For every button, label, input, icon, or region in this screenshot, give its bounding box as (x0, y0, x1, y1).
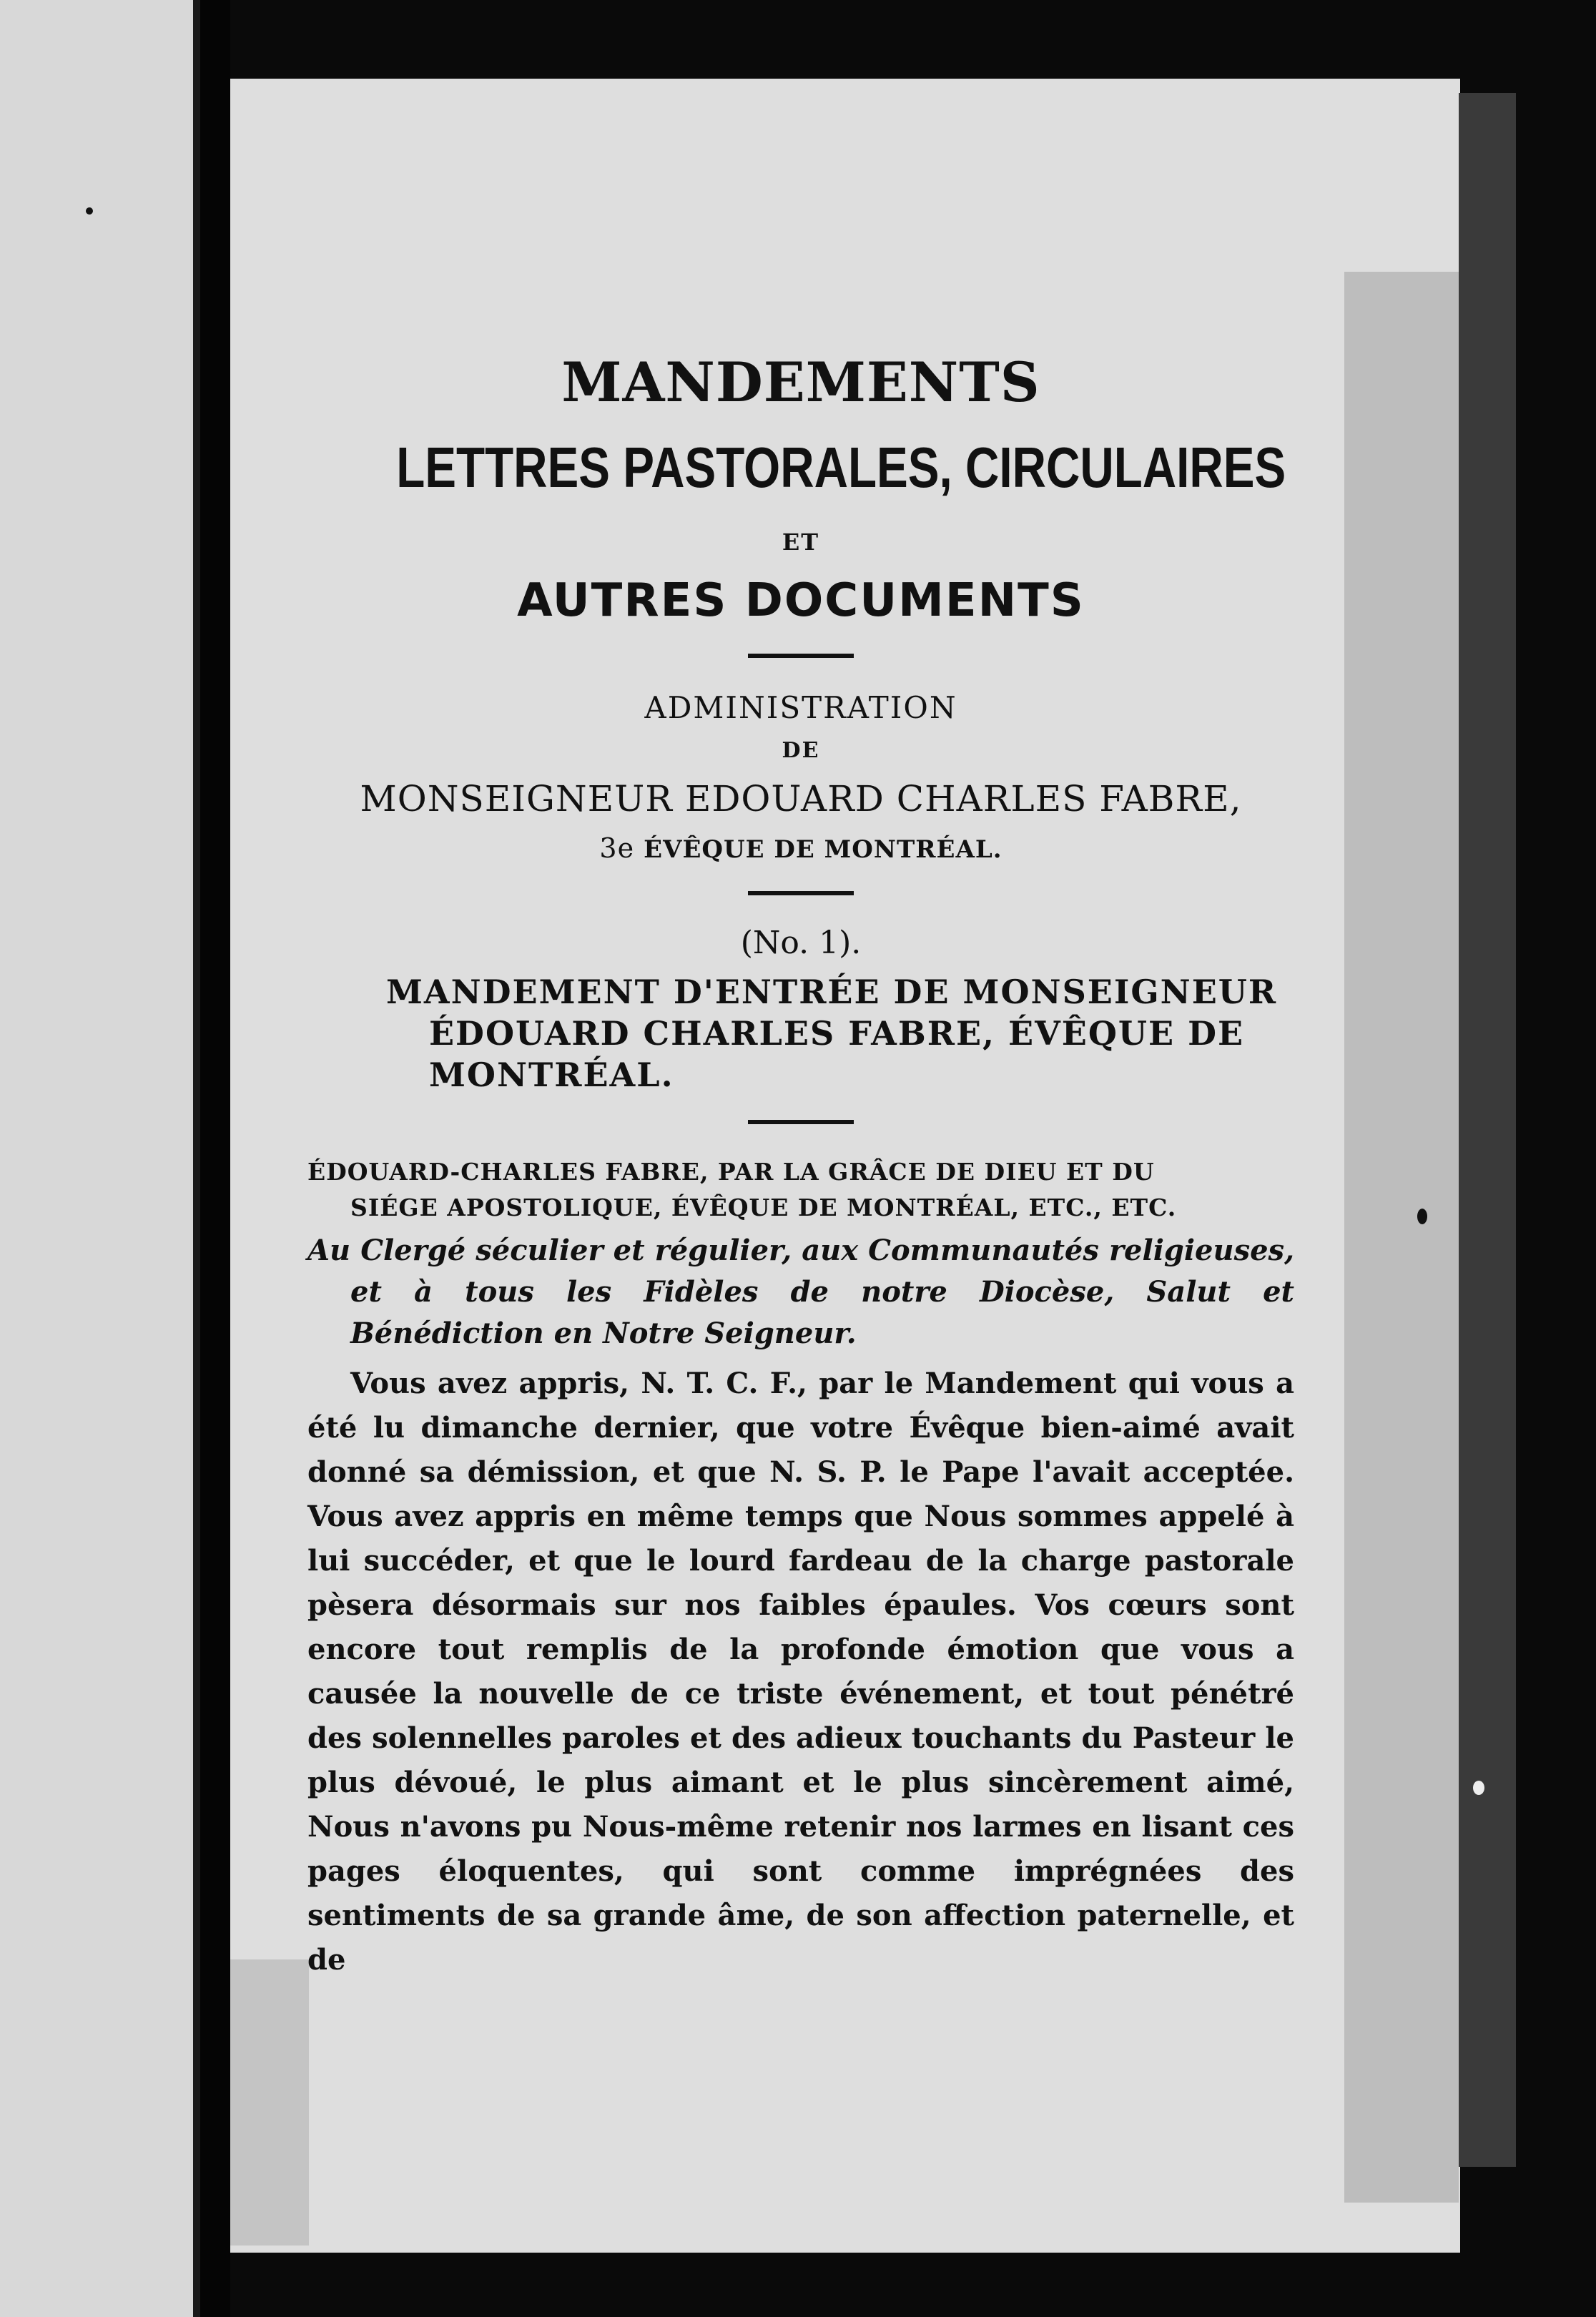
salutation: Au Clergé séculier et régulier, aux Communautés religieuses, et à tous les Fidèles de notre Diocèse, Salut et Bénédiction en Notre Seigneur. (307, 1234, 1294, 1350)
title-lettres-pastorales: LETTRES PASTORALES, CIRCULAIRES (396, 436, 1286, 499)
page-shadow-bottom (230, 1959, 309, 2245)
address-line-2: SIÉGE APOSTOLIQUE, ÉVÊQUE DE MONTRÉAL, ETC., ETC. (350, 1194, 1177, 1221)
bishop-name: MONSEIGNEUR EDOUARD CHARLES FABRE, (360, 778, 1242, 820)
document-content (307, 308, 1294, 1982)
mandement-line-1: MANDEMENT D'ENTRÉE DE MONSEIGNEUR (386, 973, 1278, 1011)
title-et: ET (782, 528, 820, 556)
divider-rule (748, 1120, 854, 1124)
right-page-edge (1459, 93, 1516, 2167)
divider-rule (748, 654, 854, 658)
address-heading (307, 1154, 1294, 1226)
title-mandements: MANDEMENTS (561, 350, 1040, 414)
divider-rule (748, 891, 854, 895)
mandement-heading (307, 971, 1294, 1096)
administration-label: ADMINISTRATION (644, 690, 957, 725)
bishop-rank (307, 831, 1294, 867)
bishop-rank-text: ÉVÊQUE DE MONTRÉAL. (644, 835, 1003, 864)
document-number: (No. 1). (740, 925, 862, 961)
address-line-1: ÉDOUARD-CHARLES FABRE, PAR LA GRÂCE DE DIEU ET DU (307, 1158, 1155, 1186)
bishop-rank-number: 3e (599, 832, 635, 864)
speck (1473, 1781, 1484, 1795)
book-binding (200, 0, 230, 2317)
page-shadow (1344, 272, 1459, 2203)
administration-de: DE (782, 738, 820, 763)
mandement-line-2: ÉDOUARD CHARLES FABRE, ÉVÊQUE DE (429, 1014, 1245, 1053)
speck (1417, 1209, 1427, 1224)
body-paragraph: Vous avez appris, N. T. C. F., par le Mandement qui vous a été lu dimanche dernier, que votre Évêque bien-aimé avait donné sa démission, et que N. S. P. le Pape l'avait acceptée. Vous avez appris en même temps que Nous sommes appelé à lui succéder, et que le lourd fardeau de la charge pastorale pèsera désormais sur nos faibles épaules. Vos cœurs sont encore tout remplis de la profonde émotion que vous a causée la nouvelle de ce triste événement, et tout pénétré des solennelles paroles et des adieux touchants du Pasteur le plus dévoué, le plus aimant et le plus sincèrement aimé, Nous n'avons pu Nous-même retenir nos larmes en lisant ces pages éloquentes, qui sont comme imprégnées des sentiments de sa grande âme, de son affection paternelle, et de (307, 1367, 1294, 1977)
left-page-edge (193, 0, 200, 2317)
mandement-line-3: MONTRÉAL. (429, 1056, 674, 1094)
left-facing-page (0, 0, 199, 2317)
speck (86, 207, 93, 215)
title-autres-documents: AUTRES DOCUMENTS (517, 574, 1085, 627)
